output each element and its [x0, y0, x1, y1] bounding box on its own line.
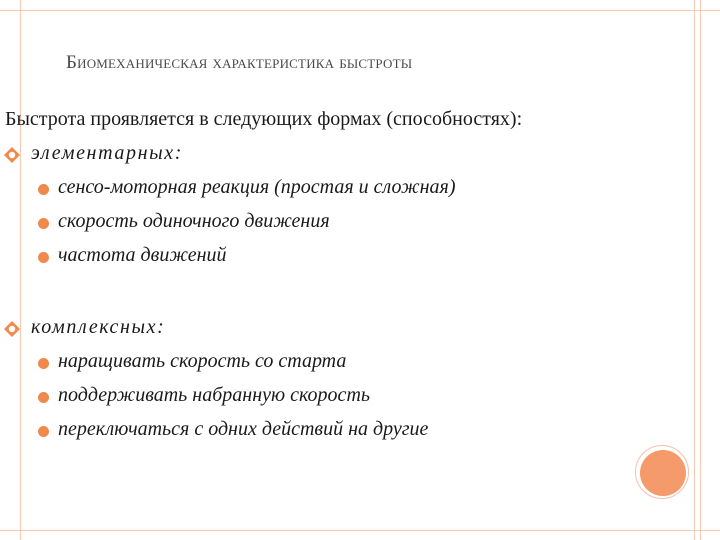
slide-title: Биомеханическая характеристика быстроты [66, 52, 413, 73]
decorative-circle [640, 450, 686, 496]
list-item-label: сенсо-моторная реакция (простая и сложная) [58, 176, 456, 198]
group-label: элементарных: [31, 142, 183, 164]
dot-bullet-icon [38, 358, 49, 369]
dot-bullet-icon [38, 252, 49, 263]
dot-bullet-icon [38, 426, 49, 437]
diamond-bullet-icon [4, 321, 20, 337]
group-label: комплексных: [31, 316, 166, 338]
frame-line-right-outer [700, 0, 701, 540]
list-item-label: поддерживать набранную скорость [58, 384, 370, 406]
list-item-label: скорость одиночного движения [58, 210, 330, 232]
dot-bullet-icon [38, 392, 49, 403]
frame-line-bottom [0, 530, 720, 531]
frame-line-right-inner [694, 0, 695, 540]
intro-text: Быстрота проявляется в следующих формах (способностях): [5, 108, 523, 130]
dot-bullet-icon [38, 218, 49, 229]
dot-bullet-icon [38, 184, 49, 195]
frame-line-top [0, 10, 720, 11]
diamond-bullet-icon [4, 147, 20, 163]
frame-line-left [20, 0, 21, 540]
list-item-label: частота движений [58, 244, 227, 266]
list-item-label: наращивать скорость со старта [58, 350, 347, 372]
list-item-label: переключаться с одних действий на другие [58, 418, 429, 440]
